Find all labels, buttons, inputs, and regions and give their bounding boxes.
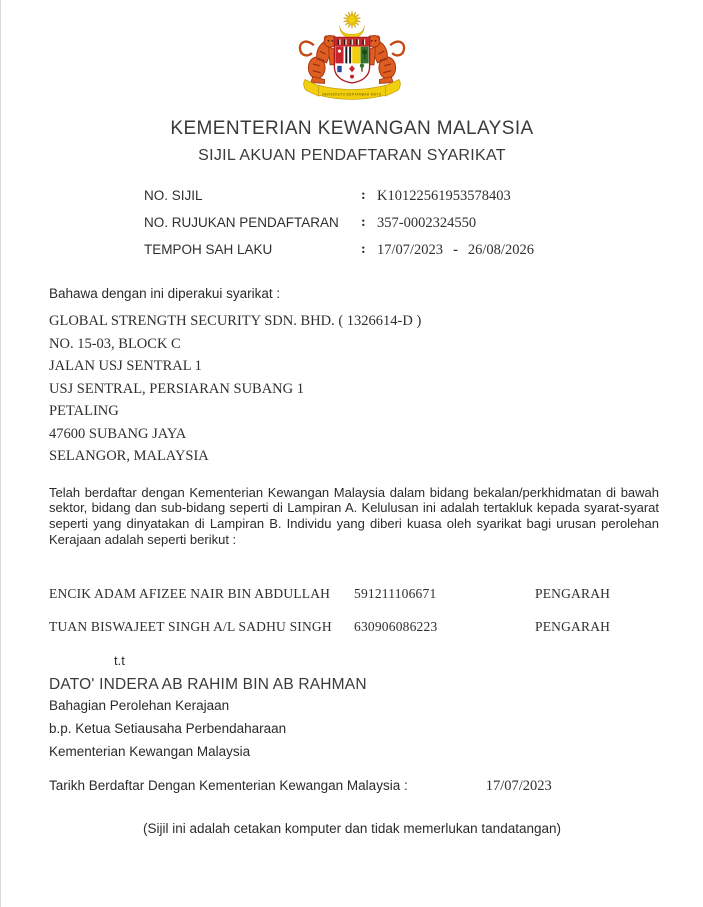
valid-from-date: 17/07/2023 bbox=[377, 242, 444, 258]
representative-name: TUAN BISWAJEET SINGH A/L SADHU SINGH bbox=[49, 619, 332, 635]
company-address-block bbox=[49, 310, 703, 468]
certified-intro: Bahawa dengan ini diperakui syarikat : bbox=[49, 286, 281, 301]
computer-print-note: (Sijil ini adalah cetakan komputer dan tidak memerlukan tandatangan) bbox=[143, 820, 561, 836]
representative-ic: 591211106671 bbox=[354, 585, 437, 601]
address-line: PETALING bbox=[49, 403, 119, 419]
no-rujukan-value: 357-0002324550 bbox=[377, 215, 477, 231]
registration-paragraph: Telah berdaftar dengan Kementerian Kewangan Malaysia dalam bidang bekalan/perkhidmatan di bawah sektor, bidang dan sub-bidang seperti di Lampiran A. Kelulusan ini adalah tertakluk kepada syarat-syarat seperti yang dinyatakan di Lampiran B. Individu yang diberi kuasa oleh syarikat bagi urusan perolehan Kerajaan adalah seperti berikut : bbox=[49, 484, 659, 547]
signatory-ministry: Kementerian Kewangan Malaysia bbox=[49, 743, 251, 759]
representative-position: PENGARAH bbox=[535, 585, 611, 601]
representative-ic: 630906086223 bbox=[354, 619, 438, 635]
star-crescent-icon bbox=[340, 11, 365, 38]
address-line: SELANGOR, MALAYSIA bbox=[49, 448, 209, 464]
registration-date-value: 17/07/2023 bbox=[485, 777, 552, 794]
detail-row-no-sijil bbox=[144, 188, 703, 215]
date-separator: - bbox=[453, 242, 458, 258]
address-line: JALAN USJ SENTRAL 1 bbox=[49, 358, 202, 374]
shield-icon bbox=[334, 37, 369, 83]
valid-to-date: 26/08/2026 bbox=[467, 242, 534, 258]
signatory-division: Bahagian Perolehan Kerajaan bbox=[49, 697, 230, 713]
ministry-title: KEMENTERIAN KEWANGAN MALAYSIA bbox=[170, 118, 534, 139]
address-line: USJ SENTRAL, PERSIARAN SUBANG 1 bbox=[49, 380, 304, 397]
malaysia-coat-of-arms bbox=[283, 8, 421, 106]
company-name: GLOBAL STRENGTH SECURITY SDN. BHD. ( 1326614-D ) bbox=[49, 313, 422, 329]
signed-abbreviation: t.t bbox=[114, 652, 125, 668]
detail-row-no-rujukan bbox=[144, 215, 703, 242]
signatory-on-behalf: b.p. Ketua Setiausaha Perbendaharaan bbox=[49, 720, 287, 736]
table-row bbox=[49, 619, 703, 635]
tempoh-label: TEMPOH SAH LAKU bbox=[144, 242, 273, 257]
motto-text: BERSEKUTU BERTAMBAH MUTU bbox=[322, 92, 382, 97]
signatory-name: DATO' INDERA AB RAHIM BIN AB RAHMAN bbox=[49, 675, 367, 693]
certificate-details bbox=[144, 188, 703, 269]
certificate-title: SIJIL AKUAN PENDAFTARAN SYARIKAT bbox=[198, 147, 506, 164]
no-rujukan-label: NO. RUJUKAN PENDAFTARAN bbox=[144, 215, 339, 230]
colon: : bbox=[361, 188, 366, 203]
no-sijil-value: K10122561953578403 bbox=[377, 188, 511, 204]
no-sijil-label: NO. SIJIL bbox=[144, 188, 203, 203]
registration-date-label: Tarikh Berdaftar Dengan Kementerian Kewangan Malaysia : bbox=[49, 777, 408, 793]
colon: : bbox=[361, 242, 366, 257]
colon: : bbox=[361, 215, 366, 230]
detail-row-tempoh bbox=[144, 242, 703, 269]
representative-name: ENCIK ADAM AFIZEE NAIR BIN ABDULLAH bbox=[49, 585, 331, 601]
tiger-left-icon bbox=[300, 35, 336, 83]
address-line: 47600 SUBANG JAYA bbox=[49, 425, 187, 442]
table-row bbox=[49, 586, 703, 602]
registration-date-row bbox=[49, 778, 703, 795]
address-line: NO. 15-03, BLOCK C bbox=[49, 335, 181, 352]
representatives-table bbox=[49, 586, 703, 636]
tiger-right-icon bbox=[368, 35, 404, 83]
tempoh-value bbox=[377, 242, 534, 259]
representative-position: PENGARAH bbox=[535, 619, 611, 635]
